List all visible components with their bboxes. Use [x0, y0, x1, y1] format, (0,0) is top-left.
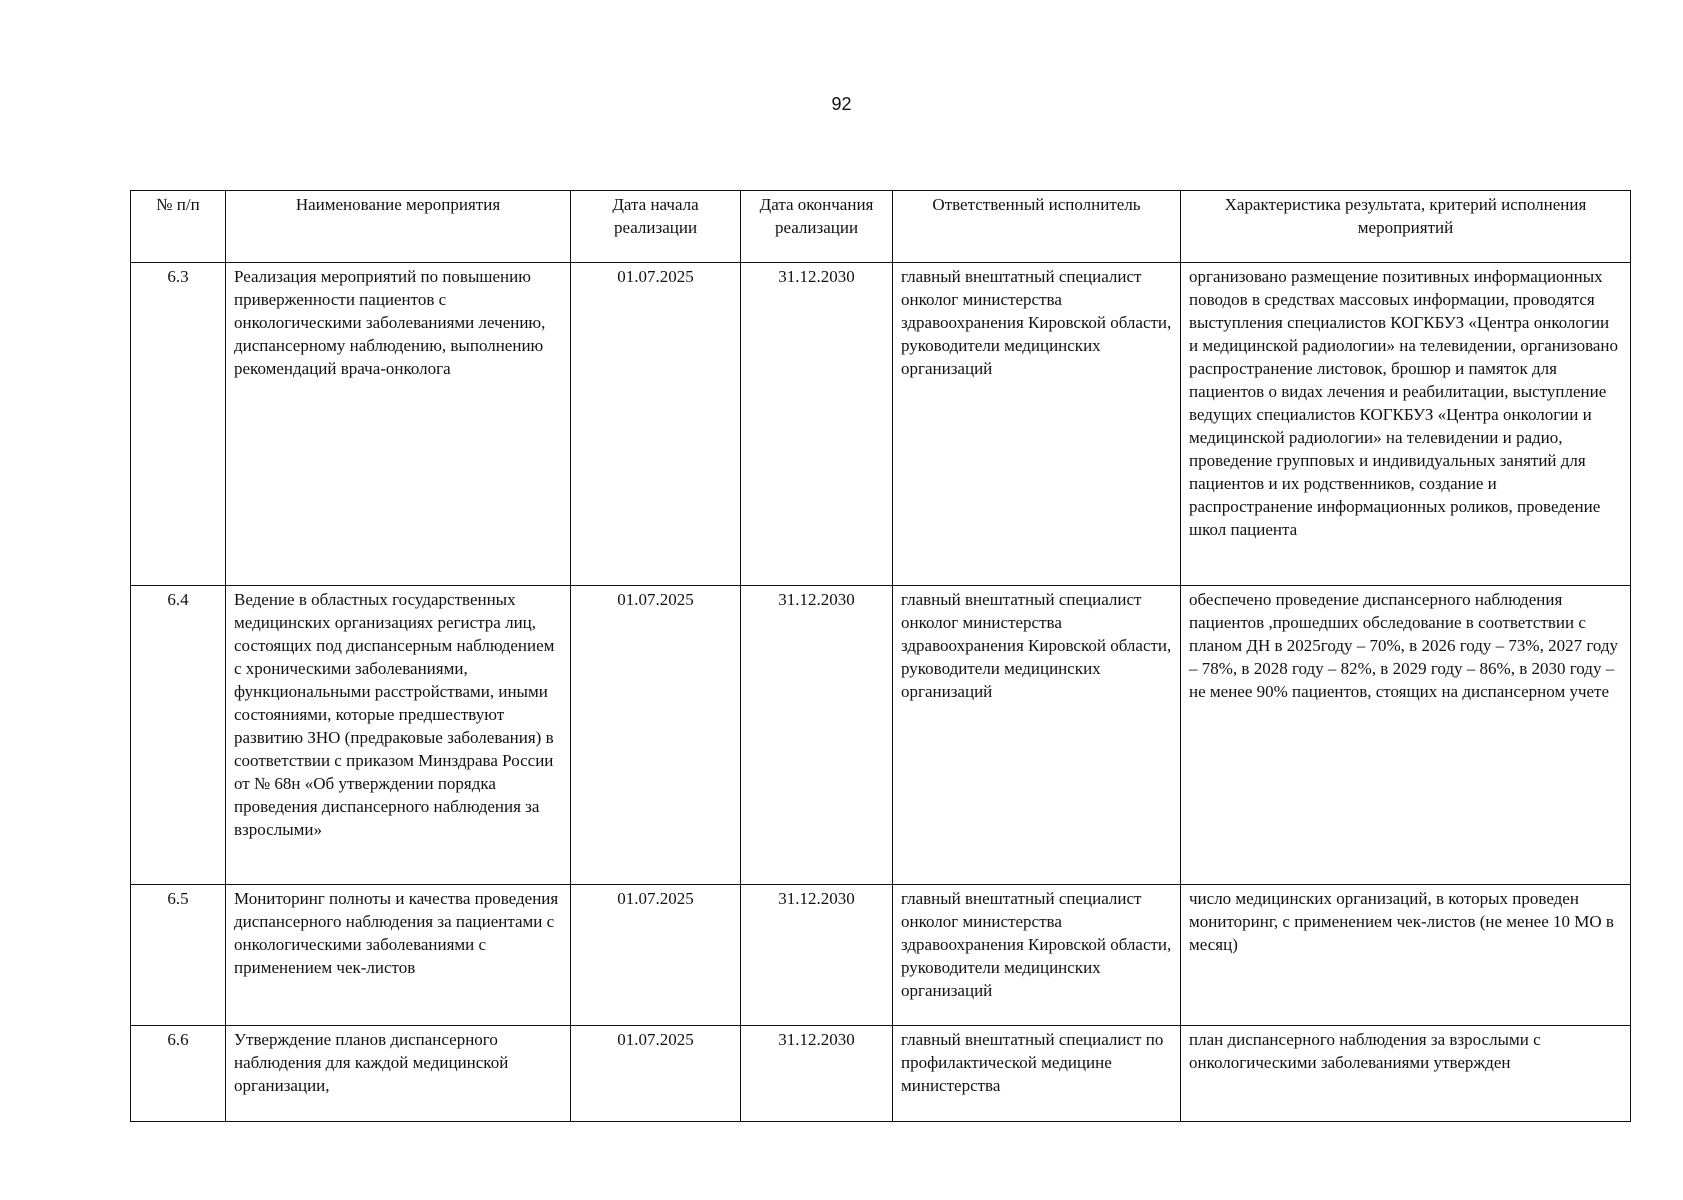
header-end-date: Дата окончания реализации [741, 191, 893, 263]
cell-result: число медицинских организаций, в которых проведен мониторинг, с применением чек-листов (не менее 10 МО в месяц) [1181, 885, 1631, 1026]
header-measure-name: Наименование мероприятия [226, 191, 571, 263]
table-row [131, 885, 1631, 1026]
cell-end-date: 31.12.2030 [741, 263, 893, 586]
cell-number: 6.6 [131, 1026, 226, 1122]
cell-number: 6.4 [131, 586, 226, 885]
cell-measure-name: Ведение в областных государственных медицинских организациях регистра лиц, состоящих под диспансерным наблюдением с хроническими заболеваниями, функциональными расстройствами, иными состояниями, которые предшествуют развитию ЗНО (предраковые заболевания) в соответствии с приказом Минздрава России от № 68н «Об утверждении порядка проведения диспансерного наблюдения за взрослыми» [226, 586, 571, 885]
table-header-row [131, 191, 1631, 263]
cell-executor: главный внештатный специалист онколог министерства здравоохранения Кировской области, руководители медицинских организаций [893, 263, 1181, 586]
cell-measure-name: Реализация мероприятий по повышению приверженности пациентов с онкологическими заболеваниями лечению, диспансерному наблюдению, выполнению рекомендаций врача-онколога [226, 263, 571, 586]
header-executor: Ответственный исполнитель [893, 191, 1181, 263]
cell-number: 6.5 [131, 885, 226, 1026]
table-row [131, 1026, 1631, 1122]
cell-end-date: 31.12.2030 [741, 1026, 893, 1122]
cell-measure-name: Утверждение планов диспансерного наблюдения для каждой медицинской организации, [226, 1026, 571, 1122]
cell-start-date: 01.07.2025 [571, 885, 741, 1026]
measures-table [130, 190, 1631, 1122]
cell-number: 6.3 [131, 263, 226, 586]
cell-executor: главный внештатный специалист по профилактической медицине министерства [893, 1026, 1181, 1122]
cell-end-date: 31.12.2030 [741, 586, 893, 885]
table-row [131, 263, 1631, 586]
header-number: № п/п [131, 191, 226, 263]
table-row [131, 586, 1631, 885]
header-start-date: Дата начала реализации [571, 191, 741, 263]
page-number: 92 [831, 94, 852, 114]
cell-result: обеспечено проведение диспансерного наблюдения пациентов ,прошедших обследование в соответствии с планом ДН в 2025году – 70%, в 2026 году – 73%, 2027 году – 78%, в 2028 году – 82%, в 2029 году – 86%, в 2030 году – не менее 90% пациентов, стоящих на диспансерном учете [1181, 586, 1631, 885]
cell-end-date: 31.12.2030 [741, 885, 893, 1026]
cell-result: организовано размещение позитивных информационных поводов в средствах массовых информации, проводятся выступления специалистов КОГКБУЗ «Центра онкологии и медицинской радиологии» на телевидении, организовано распространение листовок, брошюр и памяток для пациентов о видах лечения и реабилитации, выступление ведущих специалистов КОГКБУЗ «Центра онкологии и медицинской радиологии» на телевидении и радио, проведение групповых и индивидуальных занятий для пациентов и их родственников, создание и распространение информационных роликов, проведение школ пациента [1181, 263, 1631, 586]
header-result: Характеристика результата, критерий исполнения мероприятий [1181, 191, 1631, 263]
cell-start-date: 01.07.2025 [571, 263, 741, 586]
cell-start-date: 01.07.2025 [571, 586, 741, 885]
cell-measure-name: Мониторинг полноты и качества проведения диспансерного наблюдения за пациентами с онкологическими заболеваниями с применением чек-листов [226, 885, 571, 1026]
cell-executor: главный внештатный специалист онколог министерства здравоохранения Кировской области, руководители медицинских организаций [893, 586, 1181, 885]
cell-start-date: 01.07.2025 [571, 1026, 741, 1122]
cell-executor: главный внештатный специалист онколог министерства здравоохранения Кировской области, руководители медицинских организаций [893, 885, 1181, 1026]
cell-result: план диспансерного наблюдения за взрослыми с онкологическими заболеваниями утвержден [1181, 1026, 1631, 1122]
